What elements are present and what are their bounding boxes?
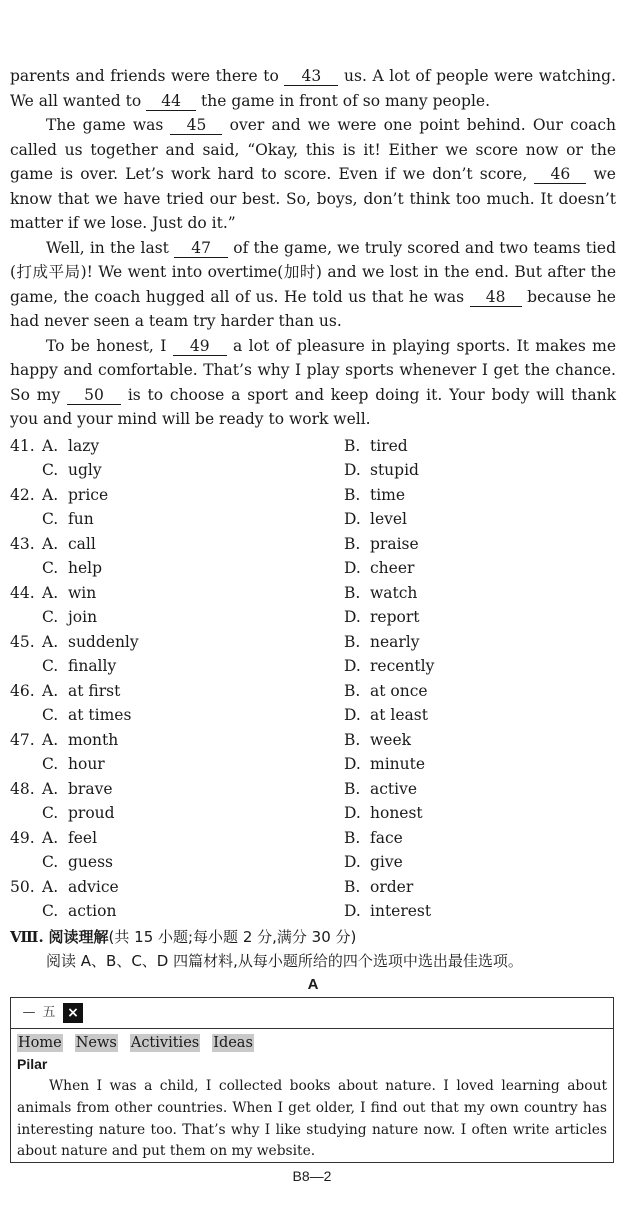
blank-50: 50 [67,386,121,405]
option-a: A. month [42,730,119,749]
option-c: C. fun [42,510,94,528]
option-d: D. stupid [344,461,419,479]
question-row [10,532,616,557]
article-text: When I was a child, I collected books about nature. I loved learning about animals from other countries. When I get older, I find out that my own country has interesting nature too. That’s why I like studying nature now. I often write articles about nature and put them on my website. [17,1078,607,1160]
option-c: C. help [42,559,103,577]
option-b: B. nearly [344,632,420,651]
question-row [10,899,616,924]
option-c: C. hour [42,755,105,773]
option-b: B. praise [344,534,419,553]
question-row [10,728,616,753]
passage-text: is to choose a sport and keep doing it. Your body will thank you and your mind will be ready to work well. [10,385,616,428]
question-row [10,434,616,459]
section-heading [10,925,616,949]
passage-text: a lot of pleasure in playing sports. It makes me happy and comfortable. That’s why I play sports whenever I get the chance. So my [10,336,616,404]
option-c: C. finally [42,657,117,675]
passage-paragraph [10,64,616,113]
section-title: 阅读理解 [48,927,109,946]
blank-47: 47 [174,239,228,258]
section-note: (共 15 小题;每小题 2 分,满分 30 分) [108,927,357,946]
passage-text: The game was [46,116,171,134]
question-row [10,556,616,581]
minimize-icon[interactable]: — [22,1005,36,1020]
question-row [10,679,616,704]
passage-text: we know that we have tried our best. So, boys, don’t think too much. It doesn’t matter if we lose. Just do it.” [10,165,616,232]
passage-text: parents and friends were there to [10,67,285,85]
question-number: 49. [10,828,35,847]
author-name: Pilar [17,1056,48,1072]
blank-44: 44 [146,92,196,111]
option-a: A. suddenly [42,632,139,651]
question-row [10,752,616,777]
question-row [10,875,616,900]
question-number: 45. [10,632,35,651]
option-a: A. feel [42,828,98,847]
option-d: D. honest [344,804,423,822]
option-d: D. cheer [344,559,415,577]
option-d: D. at least [344,706,428,724]
question-row [10,605,616,630]
question-number: 48. [10,779,35,798]
question-row [10,850,616,875]
passage-text: of the game, we truly scored and two teams tied (打成平局)! We went into overtime(加时) and we lost in the end. But after the game, the coach hugged all of us. He told us that he was [10,238,616,306]
option-d: D. recently [344,657,435,675]
option-a: A. advice [42,877,119,896]
cloze-passage [10,64,616,432]
document-page [10,64,616,997]
blank-45: 45 [170,116,222,135]
option-c: C. guess [42,853,113,871]
blank-43: 43 [284,67,338,86]
option-d: D. interest [344,902,432,920]
section-number: Ⅷ. [10,927,44,946]
option-b: B. order [344,877,414,896]
passage-paragraph [10,113,616,236]
site-nav [17,1034,266,1052]
close-icon[interactable]: × [63,1003,83,1023]
option-b: B. watch [344,583,418,602]
option-b: B. week [344,730,412,749]
passage-text: us. A lot of people were watching. We all wanted to [10,67,617,110]
question-row [10,483,616,508]
option-d: D. report [344,608,420,626]
option-c: C. at times [42,706,132,724]
question-row [10,801,616,826]
nav-home[interactable]: Home [18,1035,62,1051]
question-row [10,826,616,851]
restore-icon[interactable]: 五 [42,1005,56,1020]
question-row [10,703,616,728]
option-a: A. at first [42,681,121,700]
nav-ideas[interactable]: Ideas [213,1035,253,1051]
option-b: B. active [344,779,418,798]
option-d: D. give [344,853,403,871]
question-row [10,458,616,483]
option-c: C. ugly [42,461,102,479]
option-c: C. action [42,902,117,920]
option-a: A. lazy [42,436,100,455]
question-row [10,630,616,655]
option-d: D. minute [344,755,426,773]
option-b: B. time [344,485,406,504]
passage-label: A [307,975,319,993]
passage-text: over and we were one point behind. Our coach called us together and said, “Okay, this is it! Either we score now or the game is over. Let’s work hard to score. Even if we don’t score, [10,116,616,183]
option-a: A. win [42,583,97,602]
page-footer: B8—2 [292,1168,332,1184]
option-d: D. level [344,510,408,528]
option-c: C. proud [42,804,115,822]
option-b: B. tired [344,436,408,455]
option-c: C. join [42,608,98,626]
passage-paragraph [10,236,616,334]
question-number: 43. [10,534,35,553]
question-number: 47. [10,730,35,749]
question-row [10,654,616,679]
question-number: 42. [10,485,35,504]
blank-48: 48 [470,288,522,307]
question-number: 41. [10,436,35,455]
question-number: 50. [10,877,35,896]
option-b: B. face [344,828,403,847]
option-a: A. price [42,485,109,504]
browser-window [10,997,614,1163]
option-a: A. brave [42,779,113,798]
question-number: 44. [10,583,35,602]
window-titlebar [11,998,613,1029]
passage-text: the game in front of so many people. [196,91,490,110]
question-number: 46. [10,681,35,700]
passage-text: To be honest, I [46,336,173,355]
passage-text: Well, in the last [46,238,175,257]
nav-news[interactable]: News [75,1035,117,1051]
passage-paragraph [10,334,616,432]
blank-46: 46 [534,165,586,184]
blank-49: 49 [173,337,227,356]
question-row [10,777,616,802]
option-b: B. at once [344,681,428,700]
option-a: A. call [42,534,96,553]
question-row [10,581,616,606]
answer-options [10,434,616,924]
passage-text: because he had never seen a team try harder than us. [10,287,616,330]
nav-activities[interactable]: Activities [130,1035,200,1051]
question-row [10,507,616,532]
section-instruction: 阅读 A、B、C、D 四篇材料,从每小题所给的四个选项中选出最佳选项。 [46,951,523,970]
